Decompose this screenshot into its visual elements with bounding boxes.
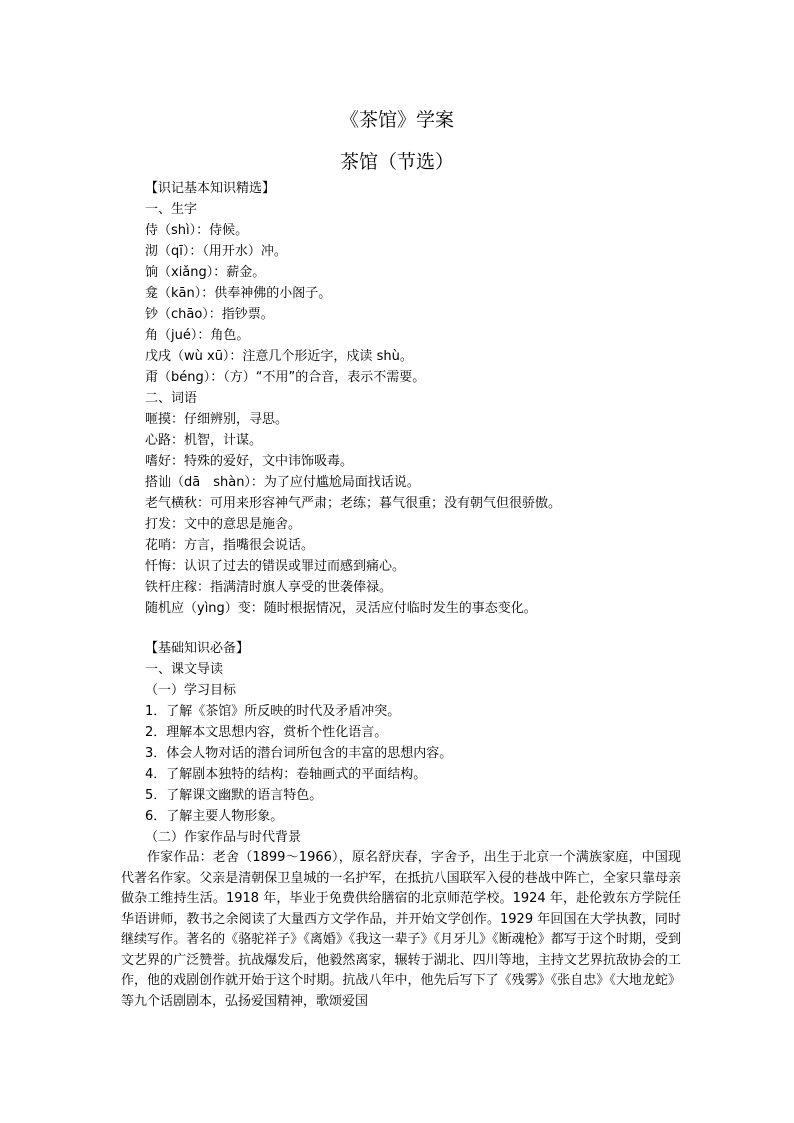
author-background-paragraph: 作家作品：老舍（1899～1966），原名舒庆春，字舍予，出生于北京一个满族家庭，中国现代著名作家。父亲是清朝保卫皇城的一名护军，在抵抗八国联军入侵的巷战中阵亡，全家只靠母亲做杂工维持生活。1918 年，毕业于免费供给膳宿的北京师范学校。1924 年，赴伦敦东方学院任华语讲师，教书之余阅读了大量西方文学作品，并开始文学创作。1929 年回国在大学执教，同时继续写作。著名的《骆驼祥子》《离婚》《我这一辈子》《月牙儿》《断魂枪》都写于这个时期，受到文艺界的广泛赞誉。抗战爆发后，他毅然离家，辗转于湖北、四川等地，主持文艺界抗敌协会的工作，他的戏剧创作就开始于这个时期。抗战八年中，他先后写下了《残雾》《张自忠》《大地龙蛇》等九个话剧剧本，弘扬爱国精神，歌颂爱国 <box>121 850 681 1009</box>
goal-item: 1．了解《茶馆》所反映的时代及矛盾冲突。 <box>145 704 401 719</box>
subheading-characters: 一、生字 <box>145 202 198 217</box>
word-item: 随机应（yìng）变：随时根据情况，灵活应付临时发生的事态变化。 <box>145 601 537 616</box>
word-item: 搭讪（dā shàn）：为了应付尴尬局面找话说。 <box>145 475 420 490</box>
char-item: 沏（qī）：（用开水）冲。 <box>145 244 287 259</box>
char-item: 侍（shì）：侍候。 <box>145 223 249 238</box>
goal-item: 6．了解主要人物形象。 <box>145 809 284 824</box>
word-item: 咂摸：仔细辨别，寻思。 <box>145 412 289 427</box>
subheading-background: （二）作家作品与时代背景 <box>145 830 302 845</box>
word-item: 嗜好：特殊的爱好，文中讳饰吸毒。 <box>145 454 354 469</box>
word-item: 心路：机智，计谋。 <box>145 433 263 448</box>
subheading-words: 二、词语 <box>145 391 198 406</box>
subheading-learning-goals: （一）学习目标 <box>145 683 237 698</box>
subheading-text-guide: 一、课文导读 <box>145 662 224 677</box>
goal-item: 3．体会人物对话的潜台词所包含的丰富的思想内容。 <box>145 746 453 761</box>
section-heading-basic-knowledge: 【识记基本知识精选】 <box>145 181 276 196</box>
goal-item: 5．了解课文幽默的语言特色。 <box>145 788 323 803</box>
char-item: 戊戌（wù xū）：注意几个形近字，戍读 shù。 <box>145 349 413 364</box>
word-item: 花哨：方言，指嘴很会说话。 <box>145 538 315 553</box>
section-heading-essentials: 【基础知识必备】 <box>145 641 250 656</box>
char-item: 角（jué）：角色。 <box>145 328 250 343</box>
word-item: 铁杆庄稼：指满清时旗人享受的世袭俸禄。 <box>145 580 393 595</box>
goal-item: 2．理解本文思想内容，赏析个性化语言。 <box>145 725 388 740</box>
word-item: 打发：文中的意思是施舍。 <box>145 517 302 532</box>
char-item: 龛（kān）：供奉神佛的小阁子。 <box>145 286 332 301</box>
char-item: 钞（chāo）：指钞票。 <box>145 307 274 322</box>
doc-subtitle: 茶馆（节选） <box>339 151 454 173</box>
word-item: 老气横秋：可用来形容神气严肃；老练；暮气很重；没有朝气但很骄傲。 <box>145 496 562 511</box>
doc-title: 《茶馆》学案 <box>339 109 454 131</box>
char-item: 饷（xiǎng）：薪金。 <box>145 265 266 280</box>
goal-item: 4．了解剧本独特的结构：卷轴画式的平面结构。 <box>145 767 427 782</box>
word-item: 忏悔：认识了过去的错误或罪过而感到痛心。 <box>145 559 406 574</box>
char-item: 甭（béng）：（方）“不用”的合音，表示不需要。 <box>145 370 426 385</box>
